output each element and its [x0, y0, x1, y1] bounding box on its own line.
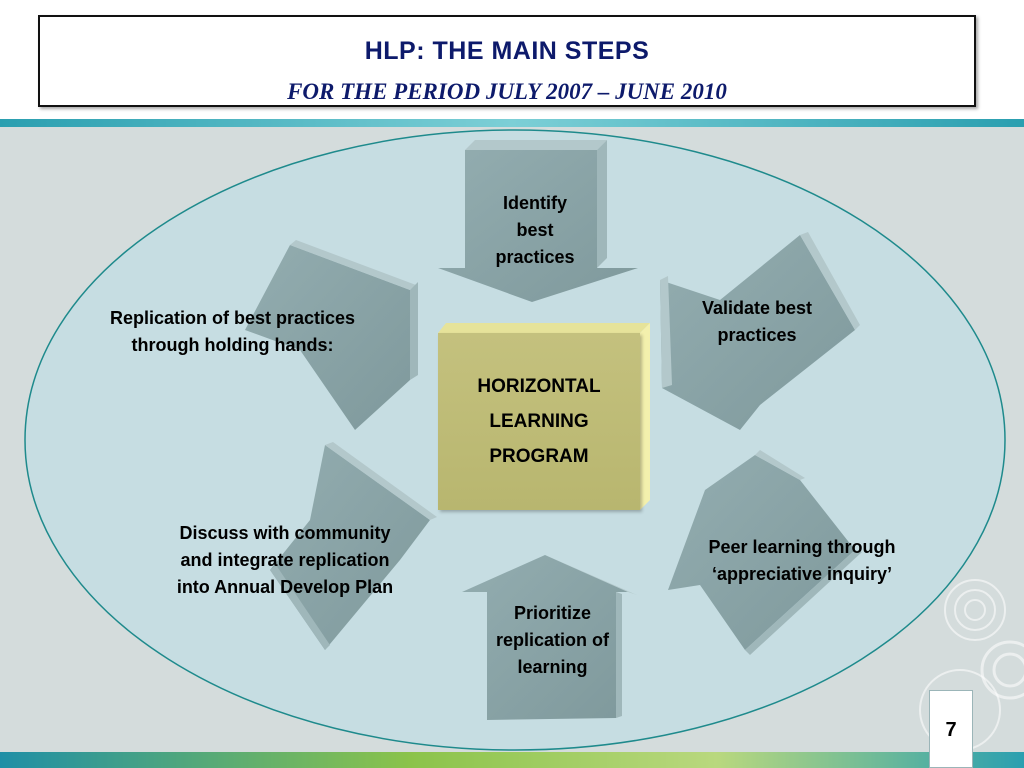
title-box [38, 15, 976, 107]
page-subtitle: FOR THE PERIOD JULY 2007 – JUNE 2010 [287, 79, 727, 104]
page-number-box [929, 690, 973, 768]
page-title: HLP: THE MAIN STEPS [364, 37, 650, 65]
step-label-discuss: Discuss with community and integrate replication into Annual Develop Plan [176, 523, 394, 597]
center-box [438, 333, 640, 510]
page-number: 7 [945, 719, 957, 741]
step-label-identify: Identify best practices [495, 193, 575, 267]
bottom-stripe [0, 752, 1024, 768]
center-box-side-edge [640, 323, 650, 510]
step-label-prioritize: Prioritize replication of learning [495, 603, 609, 677]
step-label-peer: Peer learning through ‘appreciative inquiry’ [708, 537, 896, 584]
center-box-top-edge [438, 323, 650, 333]
step-label-validate: Validate best practices [701, 298, 813, 345]
step-label-replication: Replication of best practices through holding hands: [109, 308, 356, 355]
center-label: HORIZONTAL LEARNING PROGRAM [477, 376, 601, 467]
top-stripe [0, 119, 1024, 127]
